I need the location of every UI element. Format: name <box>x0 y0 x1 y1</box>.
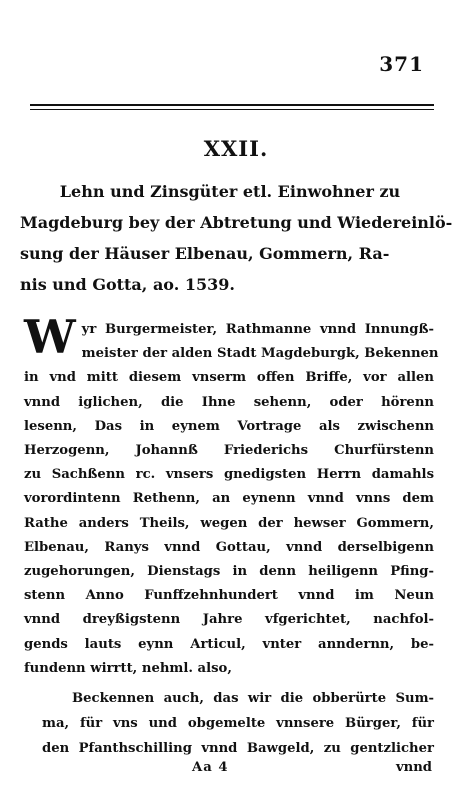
body-line: lesenn, Das in eynem Vortrage als zwischenn <box>24 418 434 434</box>
body-paragraph <box>24 310 439 681</box>
second-paragraph <box>42 686 434 761</box>
drop-cap: W <box>24 310 76 364</box>
body-line: Beckennen auch, das wir die obberürte Sum- <box>72 691 434 706</box>
heading-line: Lehn und Zinsgüter etl. Einwohner zu <box>59 182 401 201</box>
header-rule <box>30 104 434 106</box>
heading-line: nis und Gotta, ao. 1539. <box>20 275 235 294</box>
body-line: vnnd iglichen, die Ihne sehenn, oder hörenn <box>24 394 434 410</box>
body-line: Rathe anders Theils, wegen der hewser Gommern, <box>24 515 434 531</box>
body-line: zugehorungen, Dienstags in denn heiligenn Pfing- <box>24 564 434 580</box>
body-line: in vnd mitt diesem vnserm offen Briffe, vor allen <box>24 370 434 386</box>
body-line: gends lauts eynn Articul, vnter anndernn, be- <box>24 636 434 652</box>
body-line: meister der alden Stadt Magdeburgk, Bekennen <box>81 346 439 362</box>
body-line: Herzogenn, Johannß Friederichs Churfürstenn <box>24 443 434 459</box>
page-number: 371 <box>379 52 424 76</box>
body-line: stenn Anno Funffzehnhundert vnnd im Neun <box>24 588 434 604</box>
section-number: XXII. <box>203 136 269 161</box>
body-line: Elbenau, Ranys vnnd Gottau, vnnd derselbigenn <box>24 539 434 555</box>
body-line: vorordintenn Rethenn, an eynenn vnnd vnns dem <box>24 491 434 507</box>
body-line: ma, für vns und obgemelte vnnsere Bürger, für <box>42 716 434 731</box>
signature-mark: Aa 4 <box>192 760 229 775</box>
page-footer <box>0 760 472 780</box>
body-line: yr Burgermeister, Rathmanne vnnd Innungß- <box>81 322 434 337</box>
heading-line: Magdeburg bey der Abtretung und Wiedereinlö- <box>20 213 453 232</box>
body-line: den Pfanthschilling vnnd Bawgeld, zu gentzlicher <box>42 741 434 756</box>
body-line: fundenn wirrtt, nehml. also, <box>24 660 232 676</box>
body-line: zu Sachßenn rc. vnsers gnedigsten Herrn damahls <box>24 467 434 483</box>
body-line: vnnd dreyßigstenn Jahre vfgerichtet, nachfol- <box>24 612 434 628</box>
catchword: vnnd <box>395 760 432 775</box>
section-heading <box>20 176 453 300</box>
heading-line: sung der Häuser Elbenau, Gommern, Ra- <box>20 244 390 263</box>
